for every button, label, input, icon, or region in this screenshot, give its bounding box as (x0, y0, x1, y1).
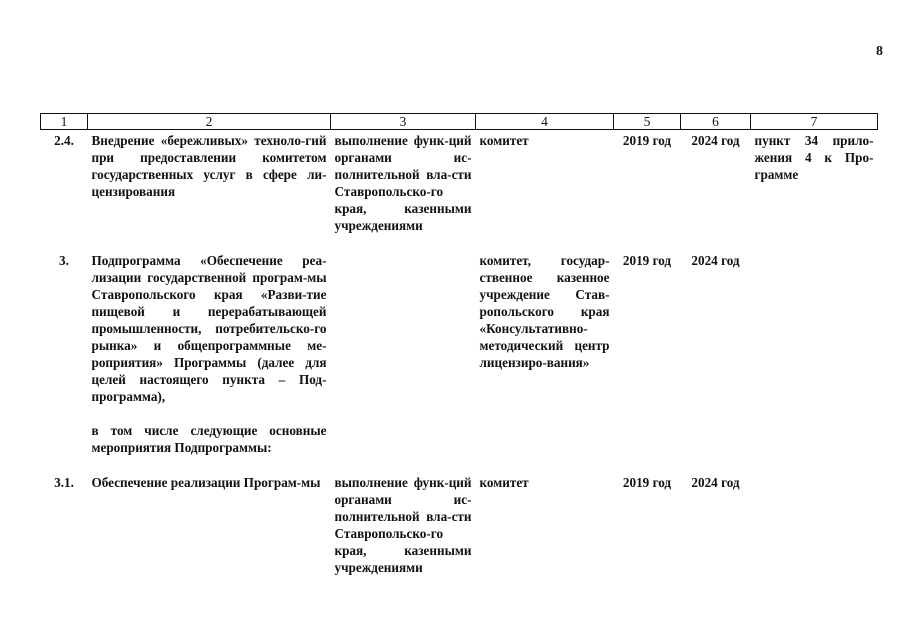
page-number: 8 (876, 44, 883, 59)
header-col-7: 7 (751, 114, 878, 130)
measure-name-text: Подпрограмма «Обеспечение реа-лизации государственной програм-мы Ставропольского края «Разви-тие пищевой и перерабатывающей промышленности, потребительско-го рынка» и общепрограммные ме-роприятия» Программы (далее для целей настоящего пункта – Под-программа), (91, 253, 327, 404)
measure-name-text: Обеспечение реализации Програм-мы (91, 475, 321, 490)
start-year-cell: 2019 год (622, 133, 672, 148)
row-number: 3.1. (54, 475, 74, 490)
row-spacer (41, 456, 878, 474)
table-header-row (41, 114, 878, 130)
header-col-6: 6 (681, 114, 751, 130)
row-number: 3. (59, 253, 69, 268)
responsible-cell: комитет (479, 133, 529, 148)
executor-cell: выполнение функ-ций органами ис-полнительной вла-сти Ставропольско-го края, казенными учреждениями (334, 133, 472, 233)
indicator-cell: пункт 34 прило-жения 4 к Про-грамме (754, 133, 874, 182)
measure-name (88, 252, 331, 456)
responsible-cell: комитет, государ-ственное казенное учреждение Став-ропольского края «Консультативно-методический центр лицензиро-вания» (479, 253, 610, 370)
measure-name-text: Внедрение «бережливых» техноло-гий при предоставлении комитетом государственных услуг в сфере ли-цензирования (91, 133, 327, 199)
table-row (41, 474, 878, 576)
end-year-cell: 2024 год (691, 253, 740, 268)
measure-name (88, 130, 331, 235)
header-col-2: 2 (88, 114, 331, 130)
indicator-cell (751, 474, 878, 576)
row-spacer (41, 234, 878, 252)
executor-cell: выполнение функ-ций органами ис-полнительной вла-сти Ставропольско-го края, казенными учреждениями (334, 475, 472, 575)
measures-table (40, 113, 878, 576)
header-col-4: 4 (476, 114, 614, 130)
measure-name-text: в том числе следующие основные мероприятия Подпрограммы: (91, 423, 327, 455)
end-year-cell: 2024 год (691, 475, 740, 490)
indicator-cell (751, 252, 878, 456)
start-year-cell: 2019 год (622, 475, 672, 490)
table-row (41, 252, 878, 456)
responsible-cell: комитет (479, 475, 529, 490)
row-number: 2.4. (54, 133, 74, 148)
measure-name (88, 474, 331, 576)
header-col-3: 3 (331, 114, 476, 130)
executor-cell (331, 252, 476, 456)
header-col-1: 1 (41, 114, 88, 130)
header-col-5: 5 (614, 114, 681, 130)
paragraph-gap (92, 405, 327, 422)
end-year-cell: 2024 год (691, 133, 740, 148)
table-row (41, 130, 878, 235)
start-year-cell: 2019 год (622, 253, 672, 268)
